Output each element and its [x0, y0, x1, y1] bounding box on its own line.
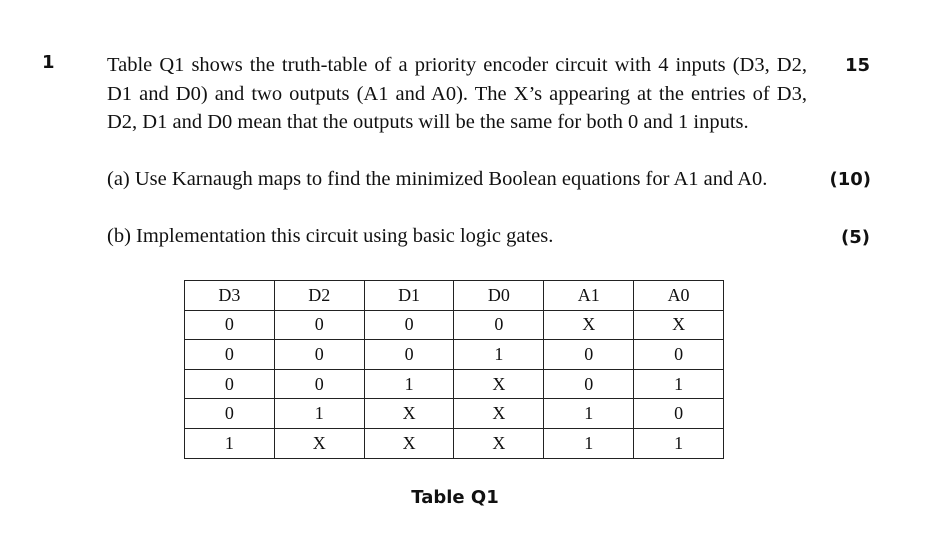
- table-cell: 0: [454, 310, 544, 340]
- table-cell: 0: [185, 399, 275, 429]
- table-caption: Table Q1: [411, 487, 499, 508]
- table-cell: 0: [274, 369, 364, 399]
- part-b-marks: (5): [841, 227, 870, 248]
- table-cell: 0: [185, 340, 275, 370]
- table-cell: X: [544, 310, 634, 340]
- table-cell: 1: [274, 399, 364, 429]
- table-cell: 0: [274, 340, 364, 370]
- table-row: [185, 369, 724, 399]
- table-cell: 0: [185, 310, 275, 340]
- table-row: [185, 340, 724, 370]
- question-intro: Table Q1 shows the truth-table of a priority encoder circuit with 4 inputs (D3, D2, D1 and D0) and two outputs (A1 and A0). The X’s appearing at the entries of D3, D2, D1 and D0 mean that the outputs will be the same for both 0 and 1 inputs.: [107, 54, 807, 134]
- table-cell: X: [364, 428, 454, 458]
- part-a-marks: (10): [829, 169, 871, 190]
- part-b-text: (b) Implementation this circuit using basic logic gates.: [107, 225, 554, 247]
- table-cell: 0: [185, 369, 275, 399]
- table-cell: 1: [634, 428, 724, 458]
- table-cell: 1: [364, 369, 454, 399]
- table-cell: X: [454, 369, 544, 399]
- table-cell: 0: [274, 310, 364, 340]
- header-d3: D3: [185, 281, 275, 311]
- table-cell: 0: [544, 369, 634, 399]
- table-cell: X: [634, 310, 724, 340]
- header-a1: A1: [544, 281, 634, 311]
- table-cell: 0: [364, 310, 454, 340]
- table-cell: 1: [185, 428, 275, 458]
- question-number: 1: [42, 52, 55, 73]
- total-marks: 15: [844, 55, 870, 76]
- table-cell: 0: [634, 340, 724, 370]
- header-d0: D0: [454, 281, 544, 311]
- header-a0: A0: [634, 281, 724, 311]
- table-header-row: [185, 281, 724, 311]
- part-a-text: (a) Use Karnaugh maps to find the minimized Boolean equations for A1 and A0.: [107, 168, 768, 190]
- table-cell: 0: [634, 399, 724, 429]
- truth-table: [184, 280, 724, 459]
- header-d2: D2: [274, 281, 364, 311]
- table-row: [185, 428, 724, 458]
- header-d1: D1: [364, 281, 454, 311]
- table-cell: 1: [544, 428, 634, 458]
- table-cell: X: [454, 399, 544, 429]
- table-cell: X: [364, 399, 454, 429]
- table-cell: 1: [454, 340, 544, 370]
- table-cell: 1: [634, 369, 724, 399]
- table-cell: 1: [544, 399, 634, 429]
- table-cell: 0: [544, 340, 634, 370]
- table-cell: X: [274, 428, 364, 458]
- table-cell: 0: [364, 340, 454, 370]
- table-row: [185, 399, 724, 429]
- table-row: [185, 310, 724, 340]
- table-cell: X: [454, 428, 544, 458]
